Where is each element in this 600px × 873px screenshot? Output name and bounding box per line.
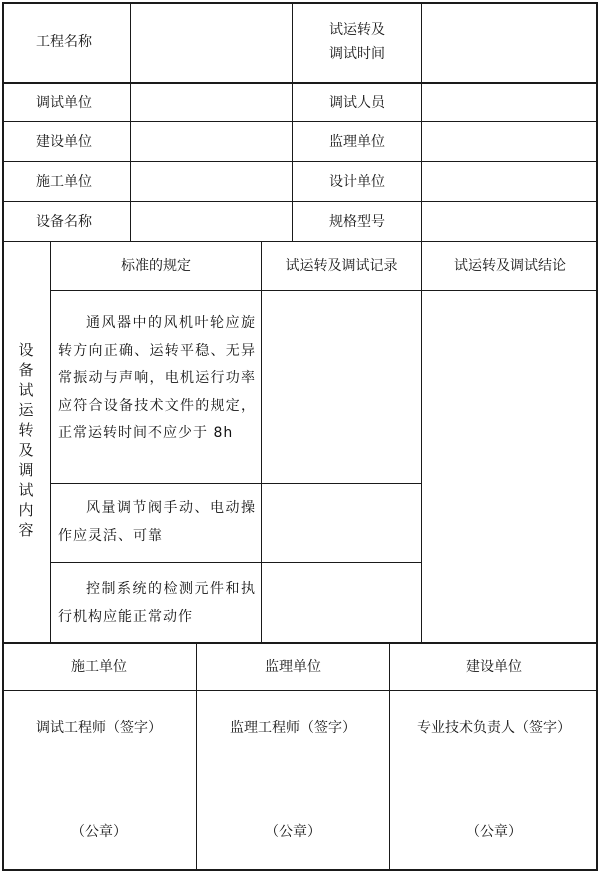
spec-model-label: 规格型号 bbox=[329, 213, 385, 230]
spec-model-value[interactable] bbox=[422, 202, 598, 241]
supervisor-title: 监理单位 bbox=[265, 659, 321, 675]
equipment-name-label: 设备名称 bbox=[36, 213, 92, 230]
owner-title: 建设单位 bbox=[466, 659, 522, 675]
debug-unit-label: 调试单位 bbox=[36, 94, 92, 111]
standard-item-control: 控制系统的检测元件和执行机构应能正常动作 bbox=[58, 581, 256, 625]
conclusion-value[interactable] bbox=[422, 291, 598, 642]
standard-item-fan: 通风器中的风机叶轮应旋转方向正确、运转平稳、无异常振动与声响，电机运行功率应符合设备技术文件的规定，正常运转时间不应少于 8h bbox=[58, 315, 256, 441]
debug-unit-value[interactable] bbox=[131, 84, 292, 121]
section-label: 设备试运转及调试内容 bbox=[16, 342, 35, 542]
supervision-unit-label: 监理单位 bbox=[329, 133, 385, 150]
construction-owner-label: 建设单位 bbox=[36, 133, 92, 150]
owner-seal-label: （公章） bbox=[466, 824, 522, 840]
equipment-name-value[interactable] bbox=[131, 202, 292, 241]
record-item-damper[interactable] bbox=[262, 484, 421, 562]
supervisor-signature-label: 监理工程师（签字） bbox=[230, 720, 356, 736]
builder-seal-label: （公章） bbox=[71, 824, 127, 840]
supervisor-seal-label: （公章） bbox=[265, 824, 321, 840]
supervision-unit-value[interactable] bbox=[422, 122, 598, 161]
construction-owner-value[interactable] bbox=[131, 122, 292, 161]
project-name-label: 工程名称 bbox=[36, 34, 92, 50]
builder-title: 施工单位 bbox=[71, 659, 127, 675]
trial-time-value[interactable] bbox=[422, 2, 598, 82]
standard-item-damper: 风量调节阀手动、电动操作应灵活、可靠 bbox=[58, 500, 256, 544]
builder-unit-label: 施工单位 bbox=[36, 173, 92, 190]
owner-signature-label: 专业技术负责人（签字） bbox=[417, 720, 571, 736]
debug-staff-label: 调试人员 bbox=[329, 94, 385, 111]
column-header-standard: 标准的规定 bbox=[121, 258, 191, 274]
builder-unit-value[interactable] bbox=[131, 162, 292, 201]
debug-staff-value[interactable] bbox=[422, 84, 598, 121]
row-divider bbox=[2, 690, 598, 691]
trial-time-label: 试运转及 调试时间 bbox=[329, 22, 385, 62]
record-item-fan[interactable] bbox=[262, 291, 421, 483]
builder-signature-label: 调试工程师（签字） bbox=[36, 720, 162, 736]
record-item-control[interactable] bbox=[262, 563, 421, 642]
column-header-record: 试运转及调试记录 bbox=[285, 258, 398, 274]
design-unit-value[interactable] bbox=[422, 162, 598, 201]
project-name-value[interactable] bbox=[131, 2, 292, 82]
column-header-conclusion: 试运转及调试结论 bbox=[454, 258, 566, 274]
design-unit-label: 设计单位 bbox=[329, 173, 385, 190]
col-divider bbox=[50, 241, 51, 642]
